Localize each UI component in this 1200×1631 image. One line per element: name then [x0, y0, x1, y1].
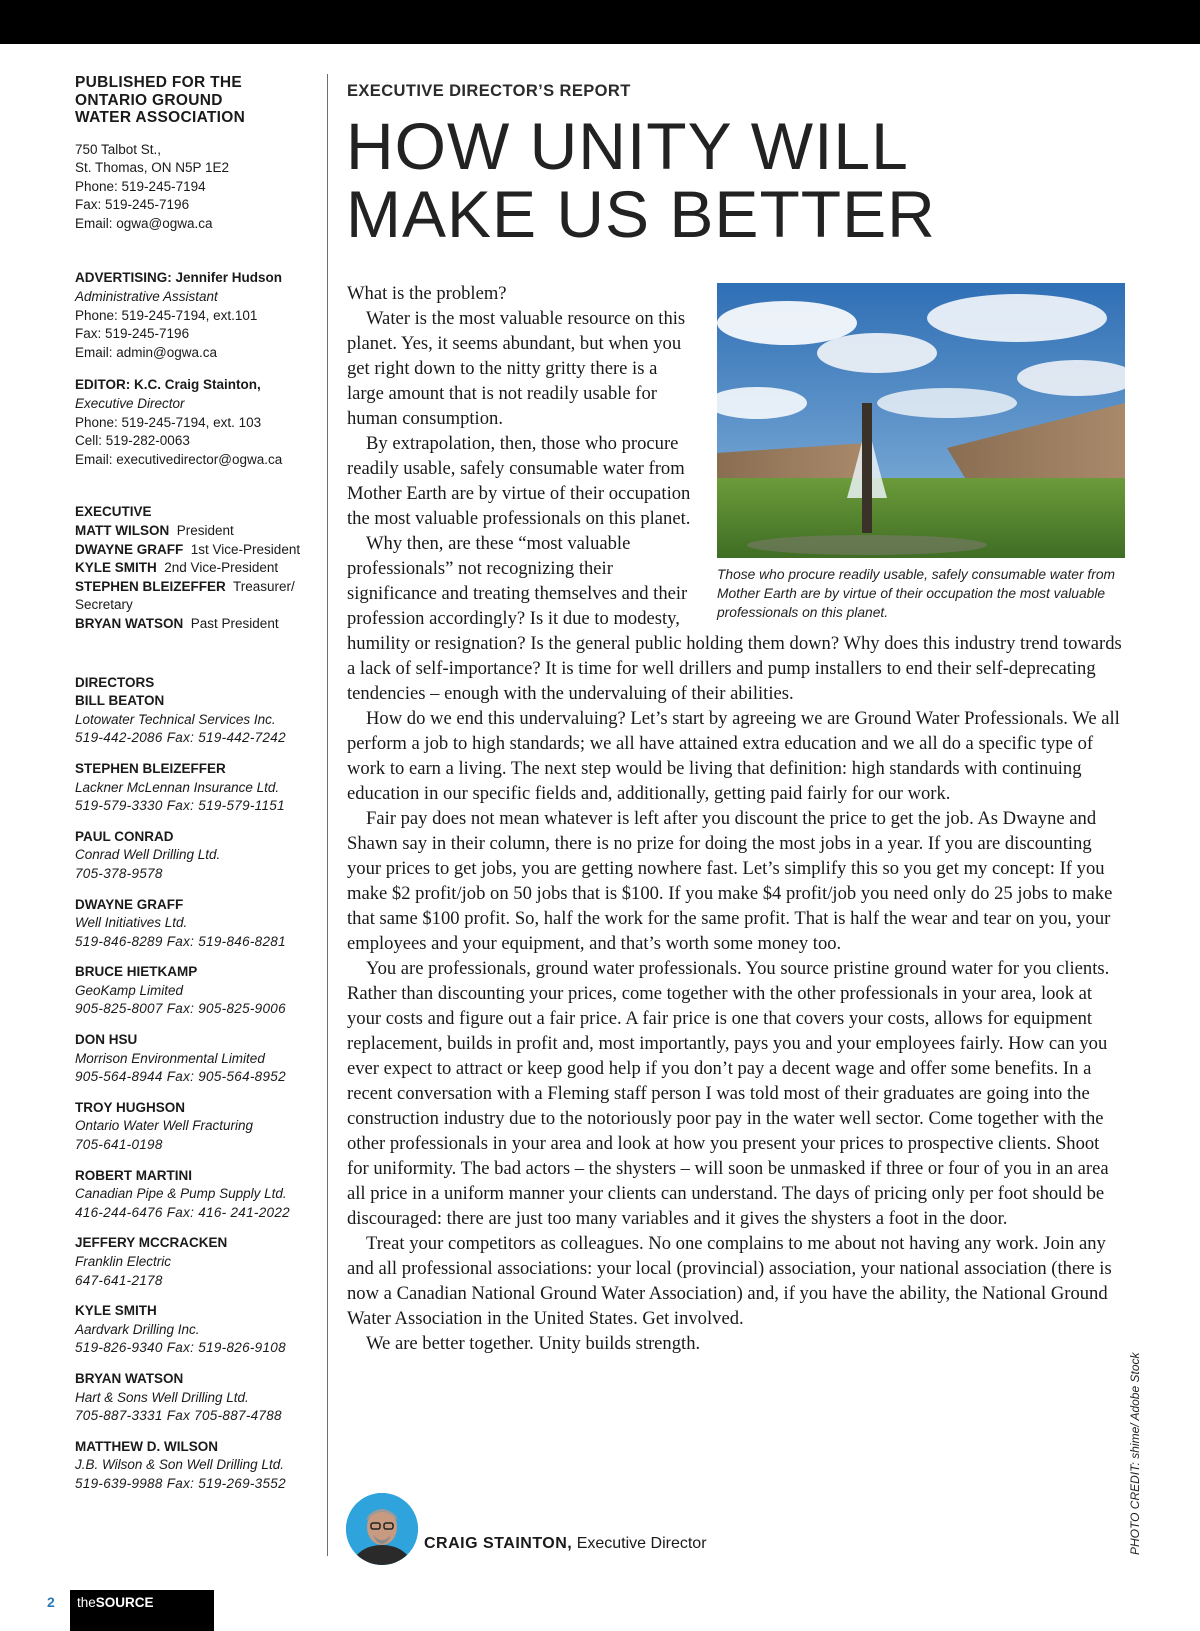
director-entry: BILL BEATON Lotowater Technical Services Inc. 519-442-2086 Fax: 519-442-7242: [75, 693, 286, 746]
executive-member: STEPHEN BLEIZEFFER Treasurer/: [75, 578, 295, 594]
editor-contact: EDITOR: K.C. Craig Stainton, Executive Director Phone: 519-245-7194, ext. 103 Cell: 519-282-0063 Email: executivedirector@ogwa.ca: [75, 377, 283, 467]
publication-brand-tab: [70, 1590, 214, 1631]
author-portrait-icon: [346, 1493, 418, 1565]
author-signature: [346, 1493, 946, 1569]
article-paragraph: Treat your competitors as colleagues. No one complains to me about not having any work. Join any and all professional associations: your local (provincial) association, your national association (there is now a Canadian National Ground Water Association) and, if you have the ability, the National Ground Water Association in the United States. Get involved.: [347, 1233, 1112, 1329]
article-body: [347, 281, 1125, 1356]
director-entry: ROBERT MARTINI Canadian Pipe & Pump Supply Ltd. 416-244-6476 Fax: 416- 241-2022: [75, 1167, 290, 1220]
executive-member: DWAYNE GRAFF 1st Vice-President: [75, 541, 301, 557]
director-entry: PAUL CONRAD Conrad Well Drilling Ltd. 705-378-9578: [75, 828, 221, 881]
director-entry: DON HSU Morrison Environmental Limited 905-564-8944 Fax: 905-564-8952: [75, 1032, 286, 1085]
article-figure: [717, 283, 1125, 622]
executive-member: MATT WILSON President: [75, 523, 234, 538]
column-divider: [327, 74, 328, 1556]
director-entry: DWAYNE GRAFF Well Initiatives Ltd. 519-846-8289 Fax: 519-846-8281: [75, 896, 286, 949]
advertising-contact: ADVERTISING: Jennifer Hudson Administrative Assistant Phone: 519-245-7194, ext.101 Fax: 519-245-7196 Email: admin@ogwa.ca: [75, 270, 283, 360]
executive-member: KYLE SMITH 2nd Vice-President: [75, 560, 279, 576]
water-fountain-photo: [717, 283, 1125, 558]
association-address: 750 Talbot St., St. Thomas, ON N5P 1E2 Phone: 519-245-7194 Fax: 519-245-7196 Email: ogwa@ogwa.ca: [75, 141, 230, 231]
photo-caption: Those who procure readily usable, safely consumable water from Mother Earth are by virtue of their occupation the most valuable professionals on this planet.: [717, 567, 1116, 620]
article-paragraph: Water is the most valuable resource on this planet. Yes, it seems abundant, but when you get right down to the nitty gritty there is a large amount that is not readily usable for human consumption.: [347, 308, 686, 429]
top-black-bar: [0, 0, 1200, 44]
article-paragraph: You are professionals, ground water professionals. You source pristine ground water for you clients. Rather than discounting your prices, come together with the other professionals in your area, look at your costs and figure out a fair price. A fair price is one that covers your costs, allows for equipment replacement, builds in profit and, most importantly, pays you and your employees fairly. How can you ever expect to attract or keep good help if you don’t pay a decent wage and offer some benefits. In a recent conversation with a Fleming staff person I was told most of their graduates are going into the construction industry due to the notoriously poor pay in the water well sector. Come together with the other professionals in your area and look at how you present your prices to prospective clients. Shoot for uniformity. The bad actors – the shysters – will soon be unmasked if three or four of you in an area all price in a uniform manner your clients can understand. The days of pricing only per foot should be discouraged: there are just too many variables and it gives the shysters a foot in the door.: [347, 958, 1110, 1229]
article-paragraph: What is the problem?: [347, 283, 507, 304]
executive-member: BRYAN WATSON Past President: [75, 615, 279, 631]
section-label: EXECUTIVE DIRECTOR’S REPORT: [347, 82, 631, 100]
masthead-sidebar: [75, 74, 325, 1506]
directors-list: DIRECTORS BILL BEATON Lotowater Technical Services Inc. 519-442-2086 Fax: 519-442-7242 STEPHEN BLEIZEFFER Lackner McLennan Insurance Ltd. 519-579-3330 Fax: 519-579-1151 PAUL CONRAD Conrad Well Drilling Ltd. 705-378-9578 DWAYNE GRAFF Well Initiatives Ltd. 519-846-8289 Fax: 519-846-8281 BRUCE HIETKAMP GeoKamp Limited 905-825-8007 Fax: 905-825-9006 DON HSU Morrison Environmental Limited 905-564-8944 Fax: 905-564-8952 TROY HUGHSON Ontario Water Well Fracturing 705-641-0198 ROBERT MARTINI Canadian Pipe & Pump Supply Ltd. 416-244-6476 Fax: 416- 241-2022 JEFFERY MCCRACKEN Franklin Electric 647-641-2178 KYLE SMITH Aardvark Drilling Inc. 519-826-9340 Fax: 519-826-9108 BRYAN WATSON Hart & Sons Well Drilling Ltd. 705-887-3331 Fax 705-887-4788 MATTHEW D. WILSON J.B. Wilson & Son Well Drilling Ltd. 519-639-9988 Fax: 519-269-3552: [75, 674, 325, 1494]
page-number: 2: [47, 1594, 55, 1610]
director-entry: KYLE SMITH Aardvark Drilling Inc. 519-826-9340 Fax: 519-826-9108: [75, 1303, 286, 1356]
brand-name: SOURCE: [95, 1595, 154, 1610]
brand-prefix: the: [77, 1595, 96, 1610]
article-paragraph: How do we end this undervaluing? Let’s start by agreeing we are Ground Water Professionals. We all perform a job to high standards; we all have attained extra education and we all do a specific type of work to earn a living. The next step would be living that definition: high standards with continuing education in our specific fields and, additionally, getting paid fairly for our work.: [347, 708, 1120, 804]
article-headline: HOW UNITY WILL MAKE US BETTER: [346, 109, 936, 251]
director-entry: BRUCE HIETKAMP GeoKamp Limited 905-825-8007 Fax: 905-825-9006: [75, 964, 286, 1017]
director-entry: JEFFERY MCCRACKEN Franklin Electric 647-641-2178: [75, 1235, 228, 1288]
publisher-heading: PUBLISHED FOR THE ONTARIO GROUND WATER ASSOCIATION: [75, 74, 246, 126]
article-paragraph: We are better together. Unity builds strength.: [366, 1333, 701, 1354]
photo-credit: PHOTO CREDIT: shime/ Adobe Stock: [1128, 1352, 1142, 1555]
author-name: CRAIG STAINTON,: [424, 1535, 573, 1552]
author-title: Executive Director: [576, 1535, 707, 1552]
article-paragraph: By extrapolation, then, those who procure readily usable, safely consumable water from Mother Earth are by virtue of their occupation the most valuable professionals on this planet.: [347, 433, 691, 529]
article-paragraph: Fair pay does not mean whatever is left after you discount the price to get the job. As Dwayne and Shawn say in their column, there is no prize for doing the most jobs in a year. If you are discounting your prices to get jobs, you are getting nowhere fast. Let’s simplify this so you get my concept: If you make $2 profit/job on 50 jobs that is $100. If you make $4 profit/job you need only do 25 jobs to make that same $100 profit. So, half the work for the same profit. That is half the wear and tear on you, your employees and your equipment, and that’s worth some money too.: [347, 808, 1113, 954]
director-entry: STEPHEN BLEIZEFFER Lackner McLennan Insurance Ltd. 519-579-3330 Fax: 519-579-1151: [75, 760, 285, 814]
director-entry: TROY HUGHSON Ontario Water Well Fracturing 705-641-0198: [75, 1099, 254, 1153]
director-entry: MATTHEW D. WILSON J.B. Wilson & Son Well Drilling Ltd. 519-639-9988 Fax: 519-269-3552: [75, 1438, 286, 1491]
executive-list: EXECUTIVE MATT WILSON President DWAYNE GRAFF 1st Vice-President KYLE SMITH 2nd Vice-President STEPHEN BLEIZEFFER Treasurer/ Secretary BRYAN WATSON Past President: [75, 503, 325, 633]
executive-member: Secretary: [75, 597, 133, 613]
author-avatar: [346, 1493, 418, 1565]
director-entry: BRYAN WATSON Hart & Sons Well Drilling Ltd. 705-887-3331 Fax 705-887-4788: [75, 1370, 282, 1424]
article-paragraph: Why then, are these “most valuable professionals” not recognizing their significance and treating themselves and their profession accordingly? Is it due to modesty, humility or resignation? Is the general public holding them down? Why does this industry trend towards a lack of self-importance? It is time for well drillers and pump installers to end their self-deprecating tendencies – enough with the undervaluing of their abilities.: [347, 533, 1122, 704]
